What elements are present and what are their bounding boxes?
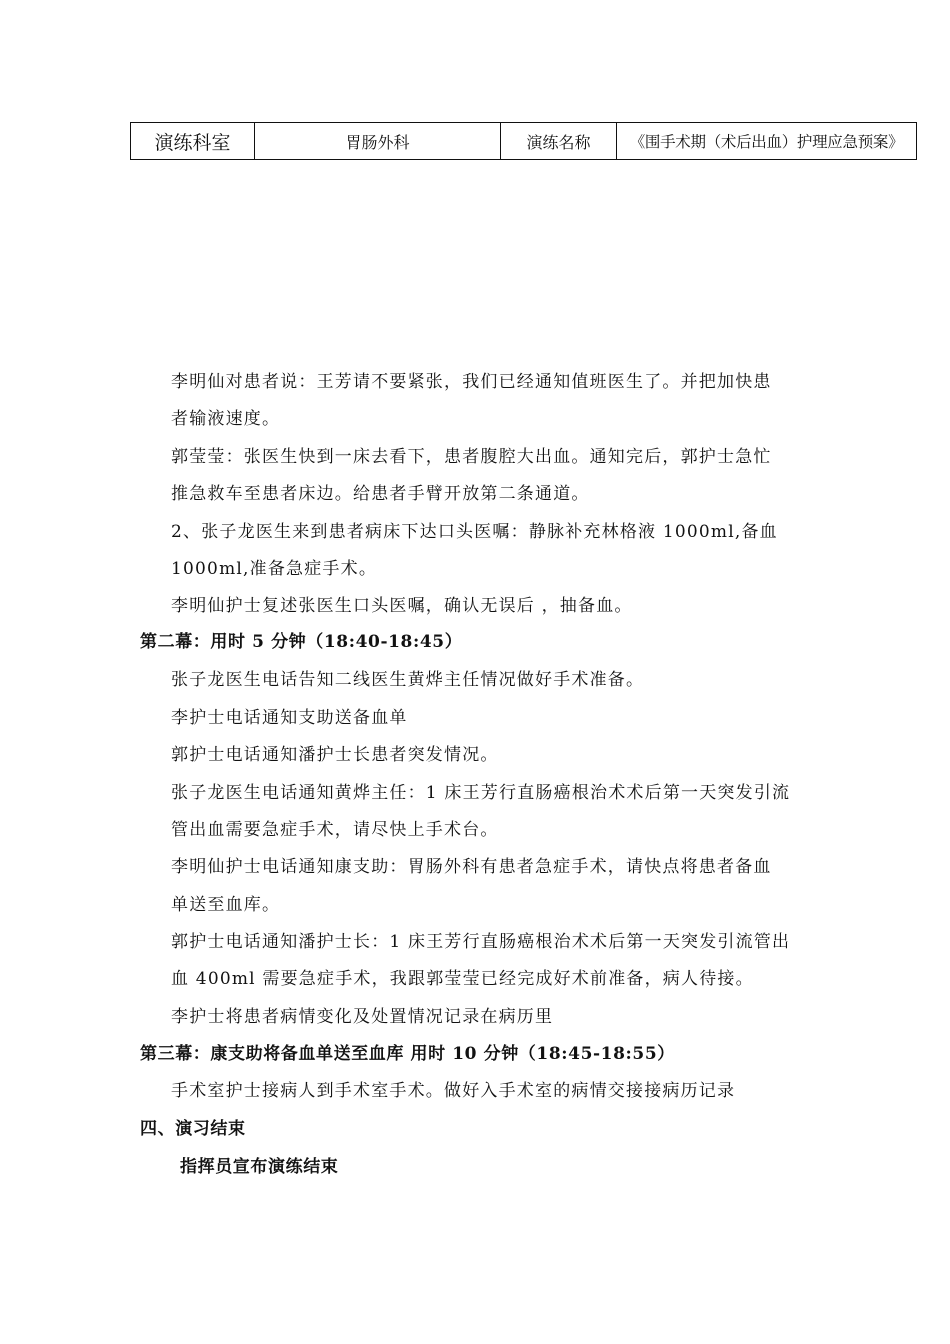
paragraph-line: 郭护士电话通知潘护士长患者突发情况。 bbox=[171, 745, 499, 765]
closing-statement: 指挥员宣布演练结束 bbox=[180, 1157, 339, 1177]
paragraph-line: 李护士电话通知支助送备血单 bbox=[171, 708, 408, 728]
paragraph-line: 者输液速度。 bbox=[171, 409, 281, 429]
paragraph-line: 张子龙医生电话通知黄烨主任：1 床王芳行直肠癌根治术术后第一天突发引流 bbox=[171, 783, 791, 803]
section-four-heading: 四、演习结束 bbox=[140, 1119, 246, 1139]
act-two-heading: 第二幕：用时 5 分钟（18:40-18:45） bbox=[140, 632, 463, 652]
paragraph-line: 2、张子龙医生来到患者病床下达口头医嘱：静脉补充林格液 1000ml,备血 bbox=[171, 522, 778, 542]
drill-name-value-cell: 《围手术期（术后出血）护理应急预案》 bbox=[617, 123, 917, 160]
drill-name-label-cell: 演练名称 bbox=[501, 123, 617, 160]
paragraph-line: 郭莹莹：张医生快到一床去看下，患者腹腔大出血。通知完后，郭护士急忙 bbox=[171, 447, 772, 467]
act-three-heading: 第三幕：康支助将备血单送至血库 用时 10 分钟（18:45-18:55） bbox=[140, 1044, 675, 1064]
paragraph-line: 血 400ml 需要急症手术，我跟郭莹莹已经完成好术前准备，病人待接。 bbox=[171, 969, 754, 989]
paragraph-line: 张子龙医生电话告知二线医生黄烨主任情况做好手术准备。 bbox=[171, 670, 645, 690]
paragraph-line: 手术室护士接病人到手术室手术。做好入手术室的病情交接接病历记录 bbox=[171, 1081, 736, 1101]
paragraph-line: 郭护士电话通知潘护士长：1 床王芳行直肠癌根治术术后第一天突发引流管出 bbox=[171, 932, 791, 952]
paragraph-line: 李明仙护士电话通知康支助：胃肠外科有患者急症手术，请快点将患者备血 bbox=[171, 857, 772, 877]
department-label-cell: 演练科室 bbox=[131, 123, 255, 160]
drill-info-row bbox=[131, 123, 917, 160]
paragraph-line: 单送至血库。 bbox=[171, 895, 281, 915]
drill-info-table bbox=[130, 122, 917, 160]
paragraph-line: 管出血需要急症手术，请尽快上手术台。 bbox=[171, 820, 499, 840]
department-value-cell: 胃肠外科 bbox=[255, 123, 501, 160]
paragraph-line: 1000ml,准备急症手术。 bbox=[171, 559, 378, 579]
paragraph-line: 推急救车至患者床边。给患者手臂开放第二条通道。 bbox=[171, 484, 590, 504]
paragraph-line: 李明仙护士复述张医生口头医嘱，确认无误后 ，抽备血。 bbox=[171, 596, 633, 616]
paragraph-line: 李护士将患者病情变化及处置情况记录在病历里 bbox=[171, 1007, 554, 1027]
paragraph-line: 李明仙对患者说：王芳请不要紧张，我们已经通知值班医生了。并把加快患 bbox=[171, 372, 772, 392]
